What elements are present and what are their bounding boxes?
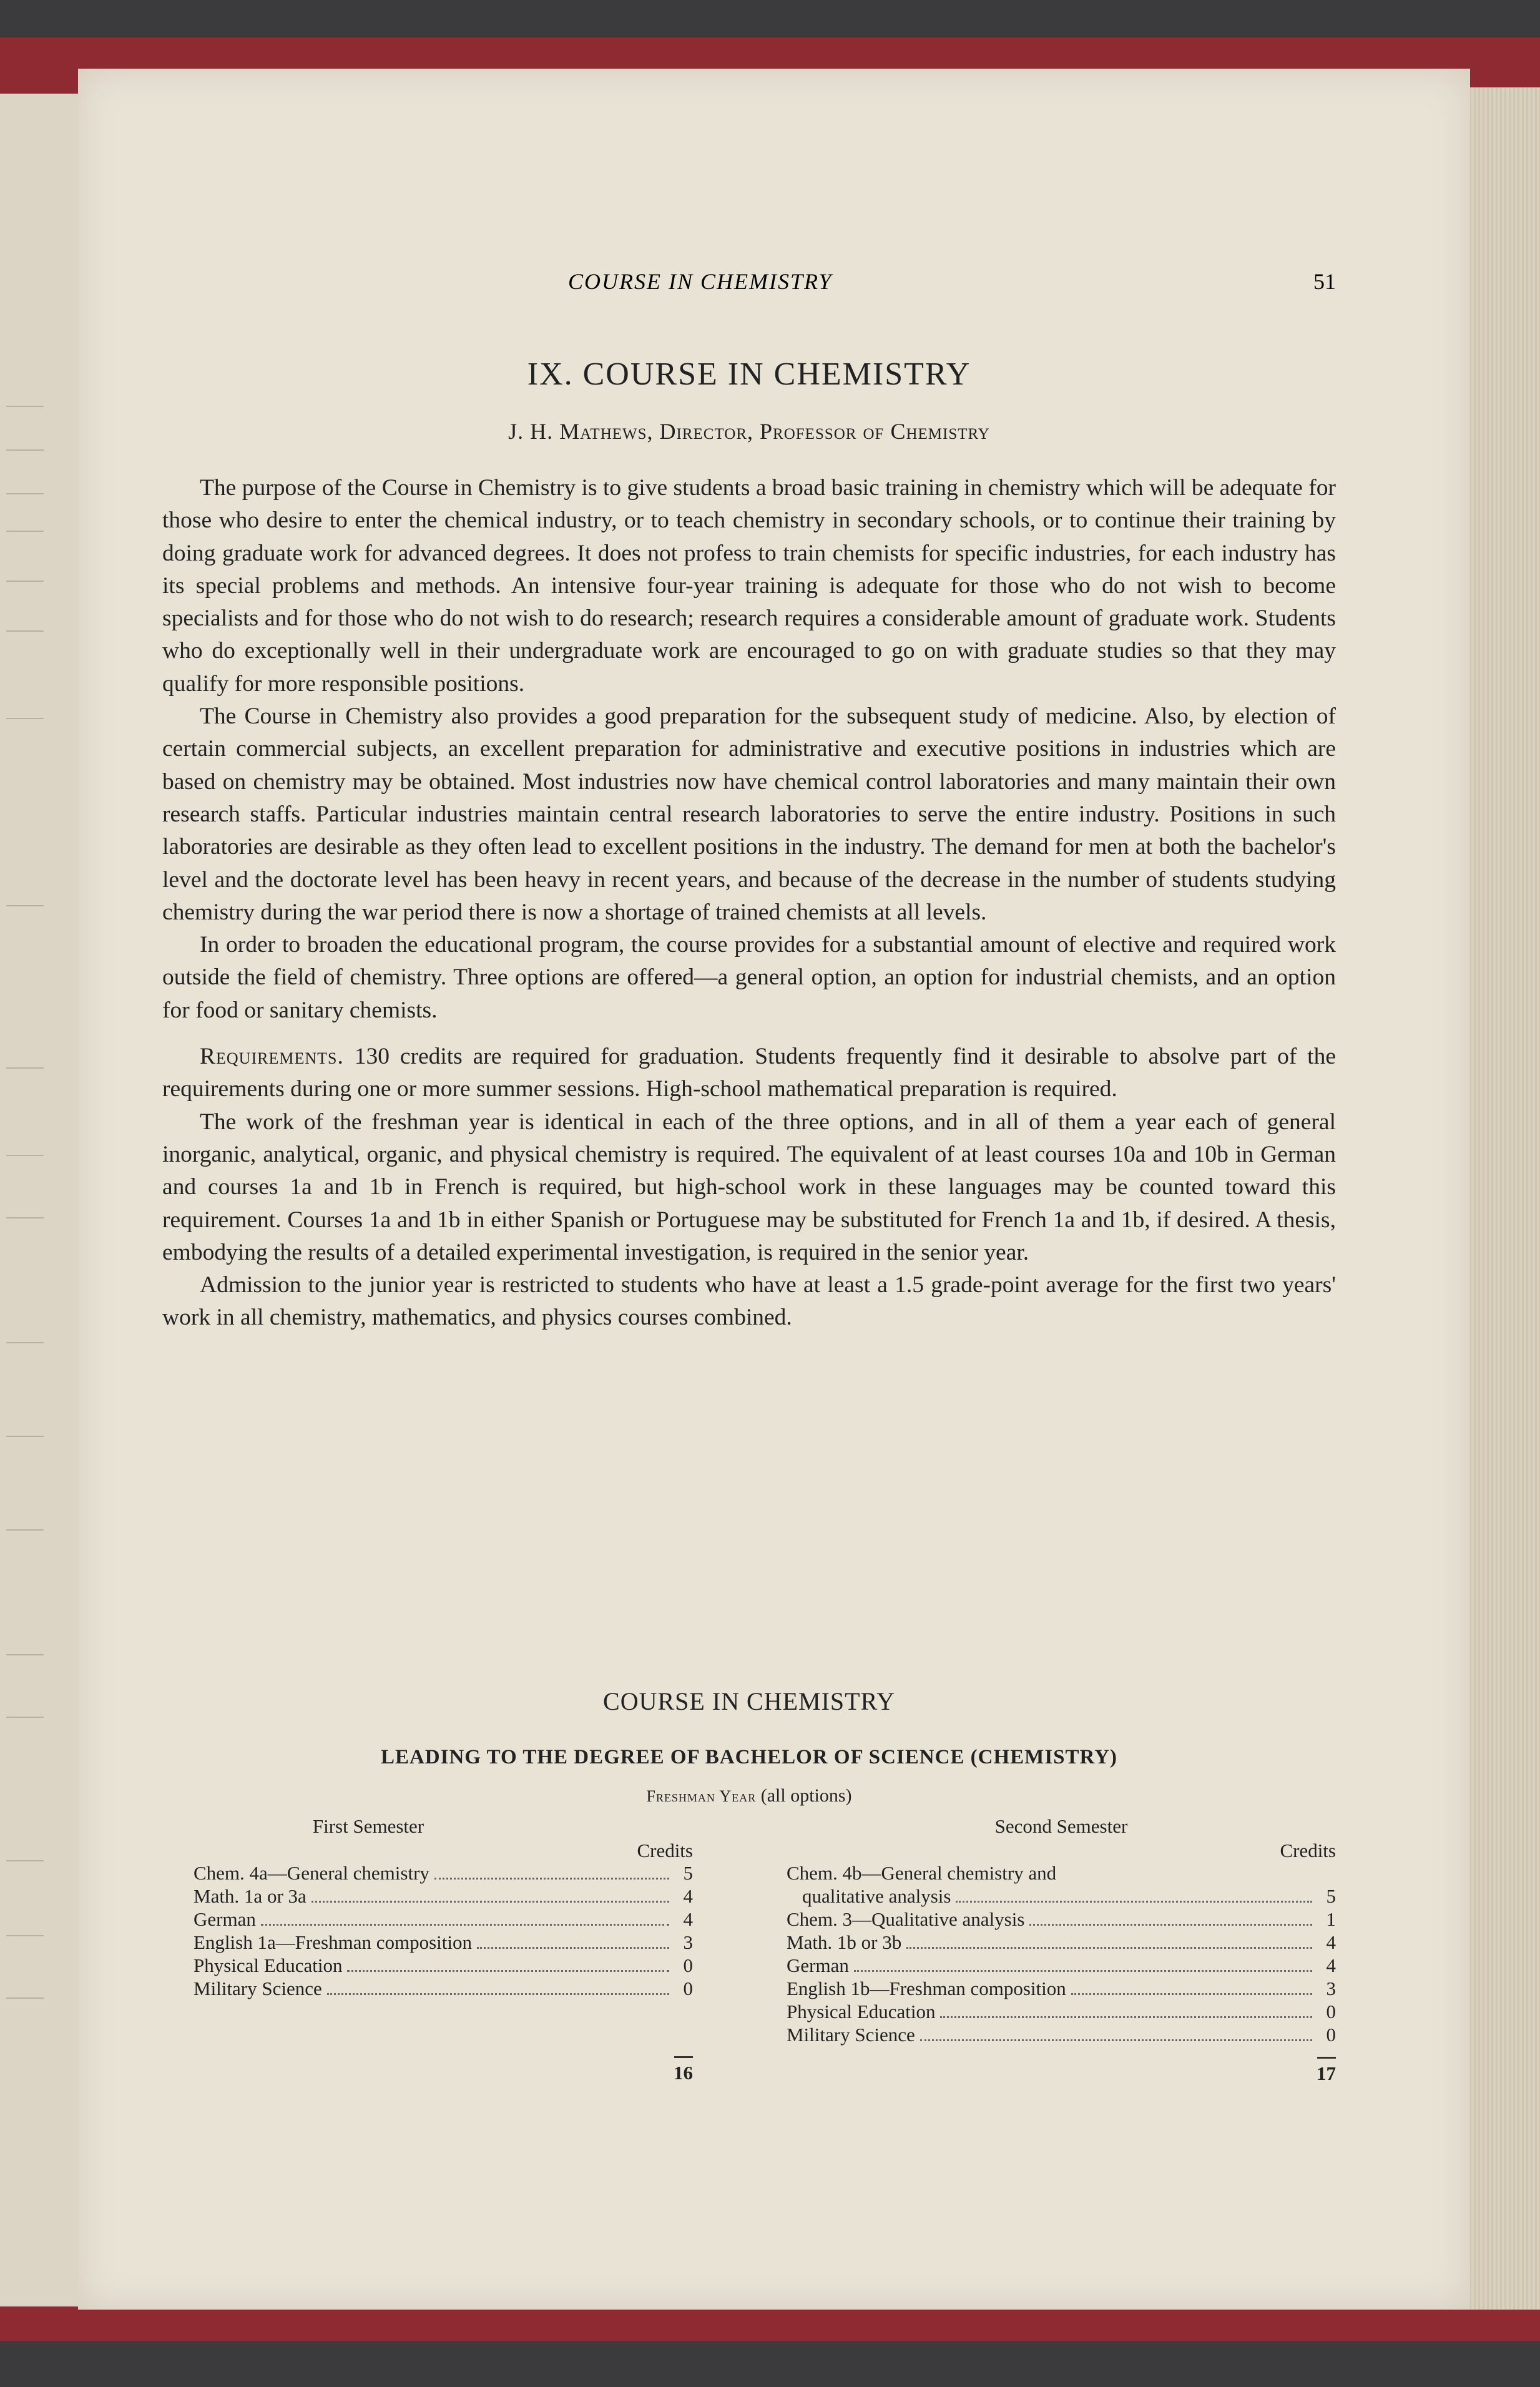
course-row-continued: qualitative analysis 5 [802, 1885, 1336, 1907]
paragraph-purpose: The purpose of the Course in Chemistry is to give students a broad basic training in chemistry which will be adequate for those who desire to enter the chemical industry, or to teach chemistry in secondary schools, or to continue their training by doing graduate work for advanced degrees. It does not profess to train chemists for specific industries, for each industry has its special problems and methods. An intensive four-year training is adequate for those who do not wish to become specialists and for those who do not wish to do research; research requires a considerable amount of graduate work. Students who do exceptionally well in their undergraduate work are encouraged to go on with graduate studies so that they may qualify for more responsible positions. [162, 475, 1336, 697]
course-row: Math. 1a or 3a 4 [194, 1885, 693, 1907]
paragraph-freshman-work: The work of the freshman year is identical in each of the three options, and in all of them a year each of general inorganic, analytical, organic, and physical chemistry is required. The equivalent of at least courses 10a and 10b in German and courses 1a and 1b in French is required, but high-school work in these languages may be counted toward this requirement. Courses 1a and 1b in either Spanish or Portuguese may be substituted for French 1a and 1b, if desired. A thesis, embodying the results of a detailed experimental investigation, is required in the senior year. [162, 1109, 1336, 1265]
course-row: Physical Education 0 [787, 2001, 1336, 2022]
curriculum-year [162, 1785, 1336, 1806]
paragraph-options: In order to broaden the educational program, the course provides for a substantial amount of elective and required work outside the field of chemistry. Three options are offered—a general option, an option for industrial chemists, and an option for food or sanitary chemists. [162, 932, 1336, 1023]
course-row: German 4 [194, 1908, 693, 1930]
body-text [162, 472, 1336, 1335]
paragraph-requirements [162, 1041, 1336, 1106]
running-head-title: COURSE IN CHEMISTRY [568, 269, 833, 294]
first-semester-heading: First Semester [312, 1815, 424, 1837]
requirements-label: Requirements. [200, 1044, 344, 1070]
course-row: Military Science 0 [194, 1978, 693, 1999]
course-row: Chem. 3—Qualitative analysis 1 [787, 1908, 1336, 1930]
first-credits-heading: Credits [637, 1839, 693, 1861]
course-row: German 4 [787, 1954, 1336, 1976]
second-semester-total: 17 [1317, 2062, 1336, 2084]
author-title: Mathews, Director, Professor of Chemistry [559, 419, 990, 444]
total-rule [674, 2056, 693, 2058]
author-initials: J. H. [508, 419, 554, 444]
year-note: (all options) [760, 1785, 852, 1806]
course-row: English 1a—Freshman composition 3 [194, 1931, 693, 1953]
first-semester-total: 16 [674, 2062, 693, 2084]
first-semester-table [194, 1815, 693, 2085]
course-row: Military Science 0 [787, 2024, 1336, 2046]
page-block-edge [1467, 87, 1540, 2310]
course-row: Physical Education 0 [194, 1954, 693, 1976]
running-head [169, 268, 1336, 300]
requirements-text: 130 credits are required for graduation. Students frequently find it desirable to absolve part of the requirements during one or more summer sessions. High-school mathematical preparation is required. [162, 1044, 1336, 1102]
paragraph-preparation: The Course in Chemistry also provides a good preparation for the subsequent study of medicine. Also, by election of certain commercial subjects, an excellent preparation for administrative and executive positions in industries which are based on chemistry may be obtained. Most industries now have chemical control laboratories and many maintain their own research staffs. Particular industries maintain central research laboratories to serve the entire industry. Positions in such laboratories are desirable as they often lead to excellent positions in the industry. The demand for men at both the bachelor's level and the doctorate level has been heavy in recent years, and because of the decrease in the number of students studying chemistry during the war period there is now a shortage of trained chemists at all levels. [162, 703, 1336, 925]
course-row: Math. 1b or 3b 4 [787, 1931, 1336, 1953]
curriculum-title: COURSE IN CHEMISTRY [603, 1687, 895, 1715]
author-line [162, 418, 1336, 444]
page-number: 51 [1313, 269, 1336, 294]
year-label: Freshman Year [646, 1787, 757, 1805]
second-semester-heading: Second Semester [994, 1815, 1128, 1837]
second-credits-heading: Credits [1280, 1839, 1336, 1861]
paragraph-admission: Admission to the junior year is restricted to students who have at least a 1.5 grade-point average for the first two years' work in all chemistry, mathematics, and physics courses combined. [162, 1272, 1336, 1331]
course-row: Chem. 4b—General chemistry and [787, 1862, 1057, 1884]
second-semester-table [787, 1815, 1336, 2086]
course-row: English 1b—Freshman composition 3 [787, 1978, 1336, 1999]
course-row: Chem. 4a—General chemistry 5 [194, 1862, 693, 1884]
curriculum-subtitle: LEADING TO THE DEGREE OF BACHELOR OF SCIENCE (CHEMISTRY) [380, 1746, 1118, 1768]
total-rule [1317, 2057, 1336, 2059]
left-page-edge [0, 94, 83, 2306]
chapter-heading: IX. COURSE IN CHEMISTRY [527, 356, 971, 392]
